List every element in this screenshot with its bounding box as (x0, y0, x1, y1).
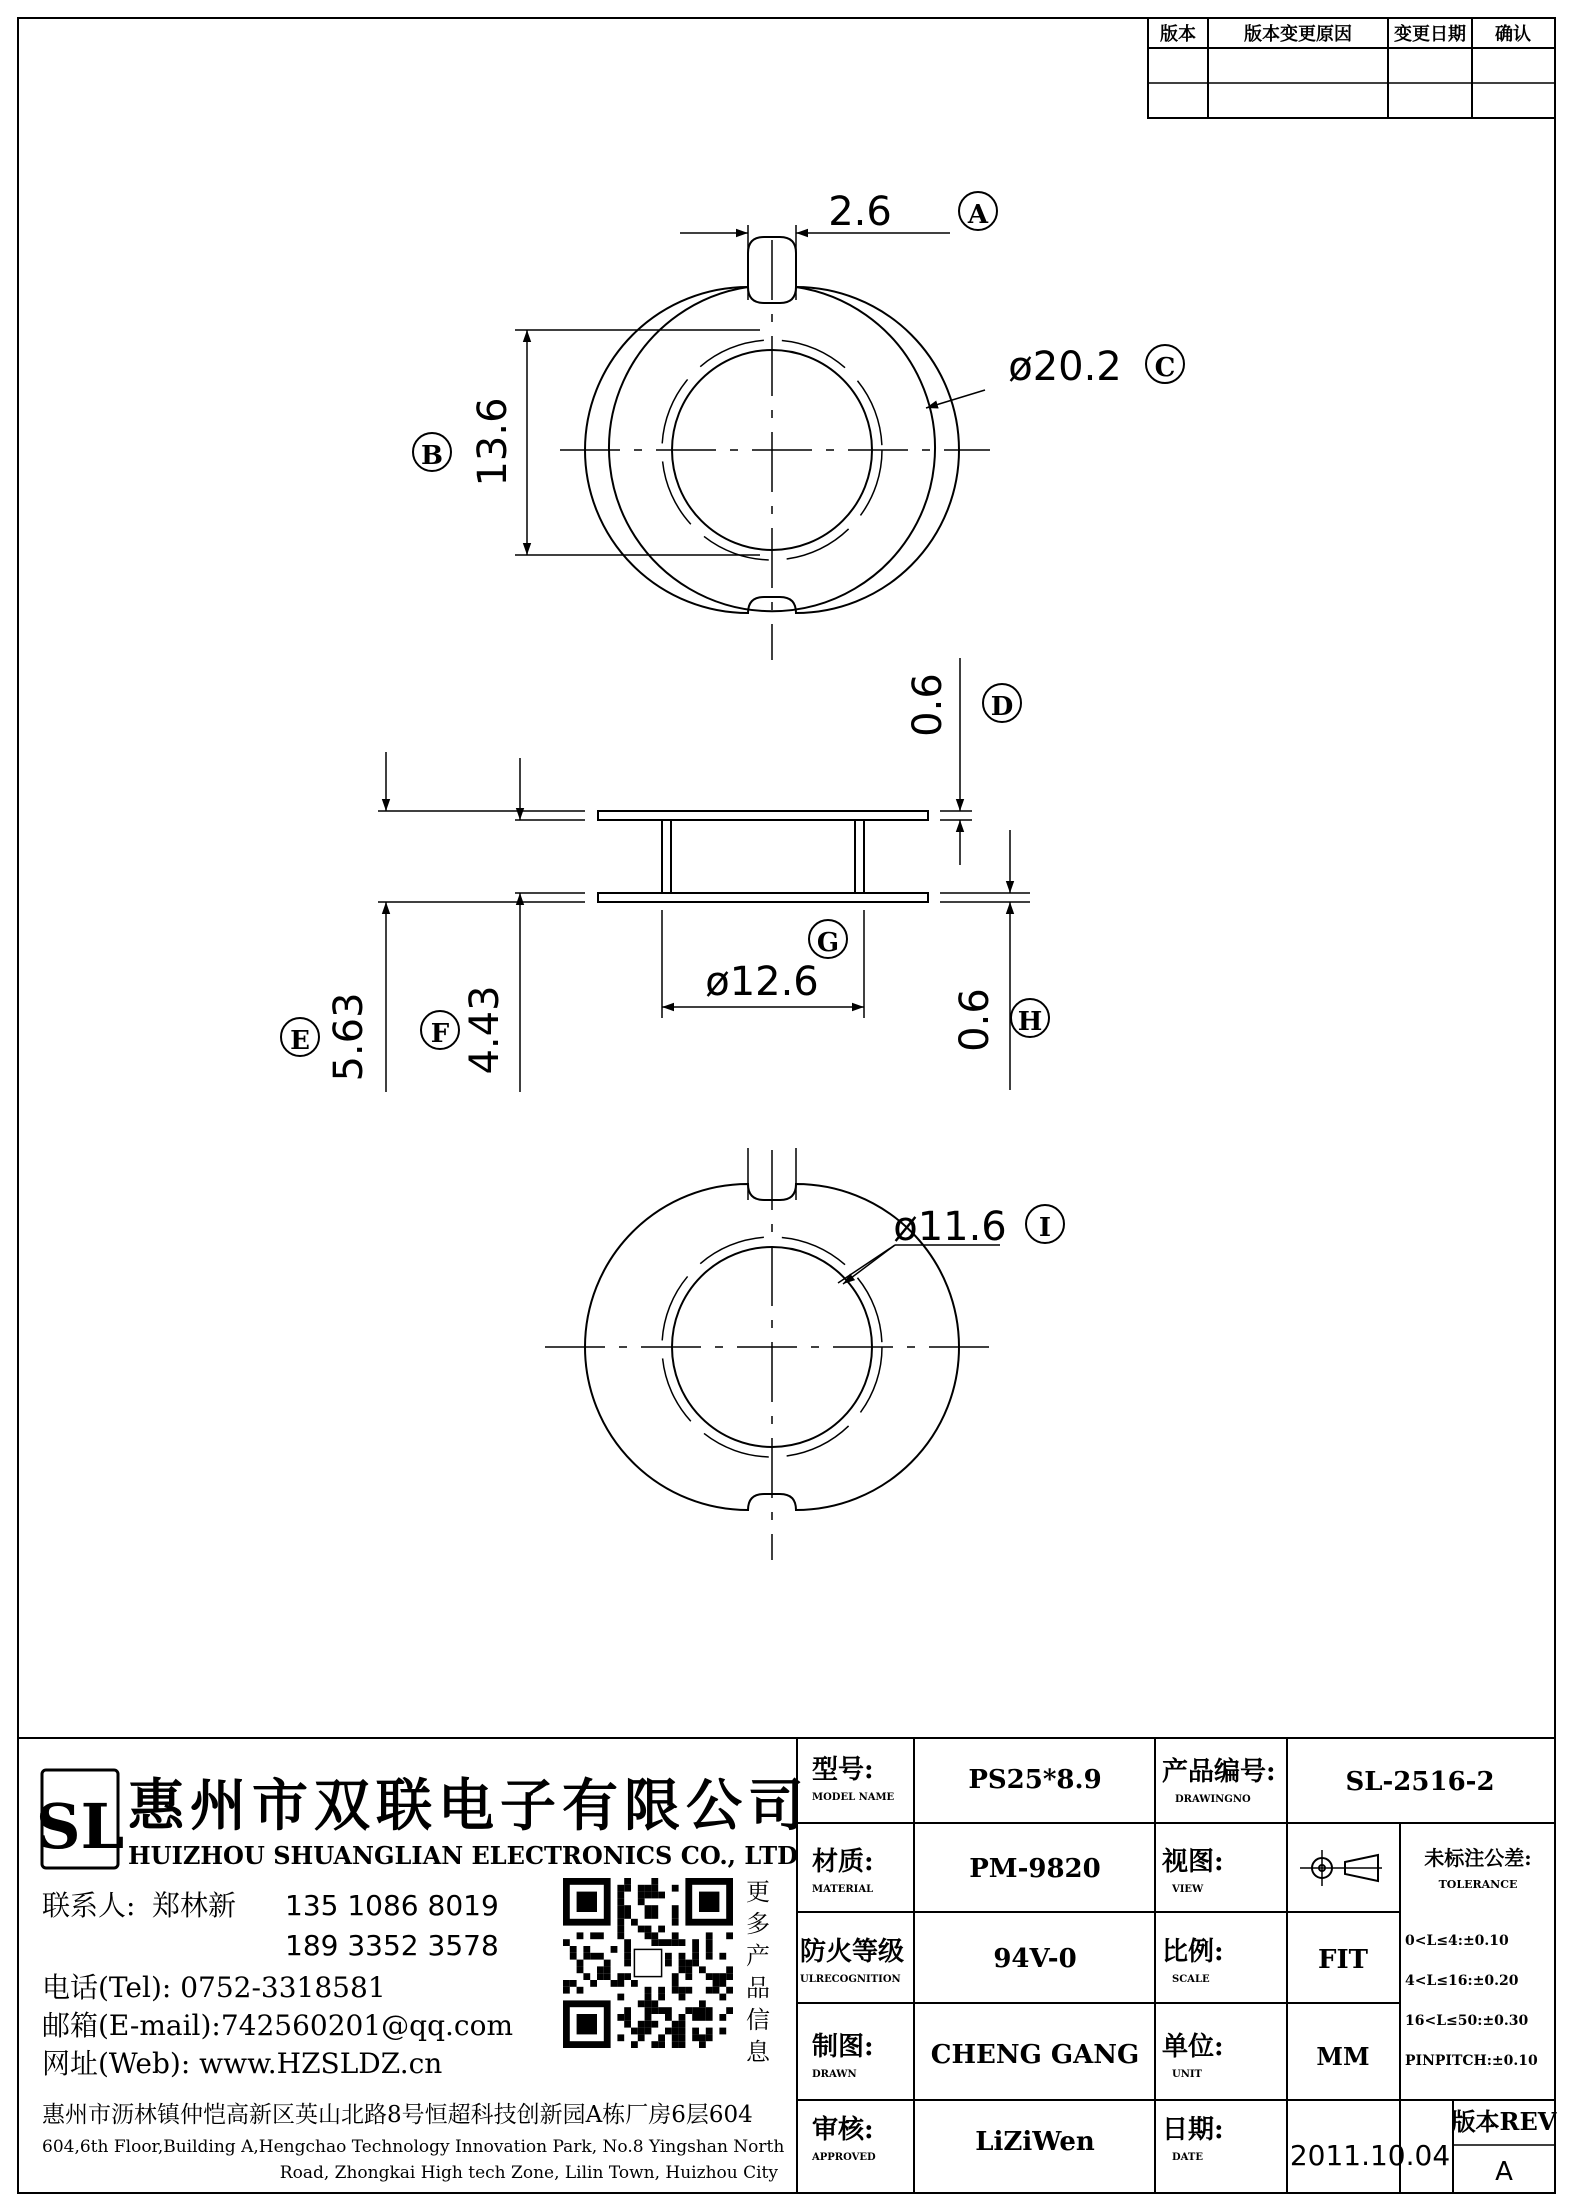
dim-a-label: A (967, 200, 989, 230)
rev-header-date: 变更日期 (1394, 24, 1466, 45)
material-label: 材质: (812, 1847, 874, 1877)
dim-d-value: 0.6 (905, 673, 951, 737)
svg-text:SL: SL (35, 1790, 125, 1863)
model-label: 型号: (812, 1755, 874, 1785)
fire-label-en: ULRECOGNITION (800, 1974, 901, 1985)
drawingno-label-en: DRAWINGNO (1175, 1794, 1251, 1805)
dim-f-label: F (430, 1019, 450, 1049)
company-name-cn: 惠州市双联电子有限公司 (128, 1773, 810, 1839)
date-label: 日期: (1162, 2115, 1224, 2145)
address-en-2: Road, Zhongkai High tech Zone, Lilin Town, Huizhou City (279, 2163, 778, 2183)
qr-caption-6: 息 (746, 2038, 770, 2066)
tolerance-label-en: TOLERANCE (1438, 1878, 1518, 1891)
dimension-b (413, 330, 760, 555)
view-label: 视图: (1162, 1847, 1224, 1877)
unit-value: MM (1316, 2042, 1370, 2071)
email-line: 邮箱(E-mail):742560201@qq.com (42, 2009, 514, 2042)
qr-code (563, 1878, 733, 2048)
drawingno-value: SL-2516-2 (1345, 1767, 1495, 1797)
contact-label: 联系人: (42, 1889, 136, 1922)
rev-label: 版本REV (1451, 2107, 1557, 2136)
bottom-flange (598, 893, 928, 902)
phone-2: 189 3352 3578 (285, 1929, 499, 1962)
dim-g-value: ø12.6 (705, 959, 819, 1005)
phone-1: 135 1086 8019 (285, 1889, 499, 1922)
dim-g-label: G (816, 928, 840, 958)
dim-b-label: B (421, 441, 443, 471)
top-flange (598, 811, 928, 820)
dim-e-label: E (290, 1026, 310, 1056)
scale-value: FIT (1318, 1945, 1368, 1975)
company-name-en: HUIZHOU SHUANGLIAN ELECTRONICS CO., LTD (128, 1841, 798, 1870)
rev-header-version: 版本 (1160, 24, 1196, 45)
tolerance-line-4: PINPITCH:±0.10 (1405, 2053, 1538, 2069)
date-value: 2011.10.04 (1289, 2139, 1451, 2172)
view-label-en: VIEW (1172, 1884, 1204, 1895)
approved-label-en: APPROVED (812, 2152, 876, 2163)
dim-b-value: 13.6 (470, 397, 516, 487)
company-logo (36, 1770, 124, 1868)
revision-table (1148, 18, 1555, 118)
rev-header-confirm: 确认 (1495, 24, 1531, 45)
dim-e-value: 5.63 (326, 992, 372, 1082)
top-view (560, 225, 990, 660)
qr-caption-2: 多 (746, 1910, 770, 1938)
dim-h-label: H (1017, 1007, 1043, 1037)
qr-caption-4: 品 (746, 1974, 770, 2002)
rev-value: A (1495, 2157, 1513, 2187)
address-en-1: 604,6th Floor,Building A,Hengchao Technology Innovation Park, No.8 Yingshan North (42, 2137, 785, 2157)
dim-a-value: 2.6 (828, 189, 892, 235)
model-label-en: MODEL NAME (812, 1792, 895, 1803)
fire-value: 94V-0 (993, 1944, 1077, 1974)
scale-label: 比例: (1162, 1937, 1224, 1967)
address-cn: 惠州市沥林镇仲恺高新区英山北路8号恒超科技创新园A栋厂房6层604 (42, 2102, 753, 2128)
qr-caption-1: 更 (746, 1878, 770, 1906)
tolerance-line-3: 16<L≤50:±0.30 (1405, 2013, 1529, 2029)
fire-label: 防火等级 (800, 1937, 905, 1967)
dim-f-value: 4.43 (462, 985, 508, 1075)
web-line: 网址(Web): www.HZSLDZ.cn (42, 2047, 443, 2080)
unit-label: 单位: (1162, 2032, 1224, 2062)
dim-c-label: C (1154, 353, 1176, 383)
contact-name: 郑林新 (152, 1889, 237, 1922)
dim-d-label: D (990, 692, 1014, 722)
model-value: PS25*8.9 (968, 1765, 1102, 1795)
drawn-label-en: DRAWN (812, 2069, 857, 2080)
rev-header-reason: 版本变更原因 (1244, 24, 1352, 45)
drawn-label: 制图: (812, 2032, 874, 2062)
tolerance-line-2: 4<L≤16:±0.20 (1405, 1973, 1519, 1989)
tel-line: 电话(Tel): 0752-3318581 (42, 1971, 386, 2004)
date-label-en: DATE (1172, 2152, 1203, 2163)
dimension-h (1010, 830, 1049, 1090)
projection-symbol-icon (1300, 1850, 1382, 1886)
dim-h-value: 0.6 (952, 988, 998, 1052)
dim-i-value: ø11.6 (893, 1204, 1007, 1250)
tolerance-label: 未标注公差: (1424, 1846, 1532, 1870)
dim-i-label: I (1038, 1213, 1052, 1243)
scale-label-en: SCALE (1172, 1974, 1210, 1985)
qr-caption-5: 信 (746, 2006, 770, 2034)
approved-value: LiZiWen (975, 2127, 1095, 2157)
dim-c-value: ø20.2 (1008, 344, 1122, 390)
approved-label: 审核: (812, 2115, 874, 2145)
drawn-value: CHENG GANG (930, 2040, 1140, 2070)
tolerance-line-1: 0<L≤4:±0.10 (1405, 1933, 1509, 1949)
drawingno-label: 产品编号: (1162, 1757, 1276, 1787)
material-label-en: MATERIAL (812, 1884, 874, 1895)
dimension-d (960, 658, 1021, 865)
unit-label-en: UNIT (1172, 2069, 1202, 2080)
qr-caption-3: 产 (746, 1942, 770, 1970)
material-value: PM-9820 (969, 1854, 1101, 1884)
